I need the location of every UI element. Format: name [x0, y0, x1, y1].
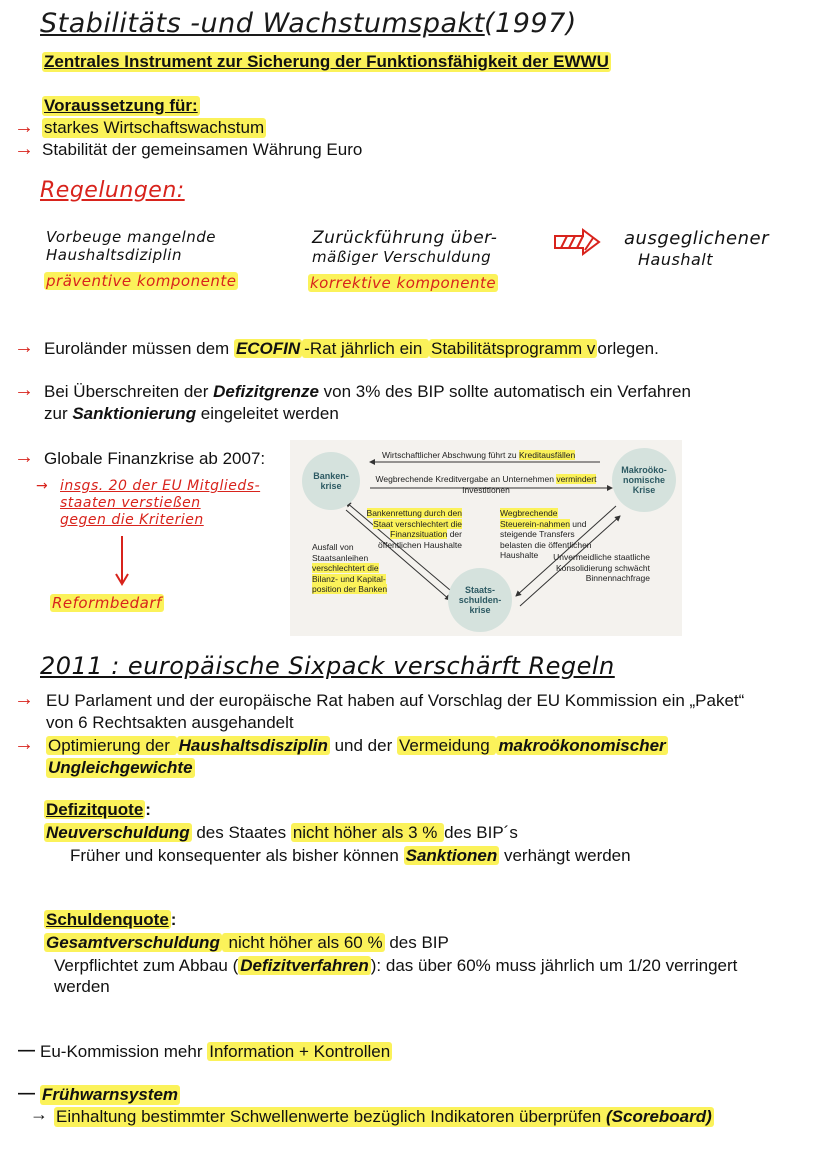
arrow-right-icon: →: [14, 379, 34, 401]
finanzkrise-note-line1: insgs. 20 der EU Mitglieds-: [60, 478, 261, 494]
regelung-mid-line1: Zurückführung über-: [312, 228, 498, 248]
regelung-mid-line2: mäßiger Verschuldung: [312, 248, 492, 266]
defizitquote-heading: Defizitquote :: [46, 800, 151, 819]
regelungen-heading: Regelungen:: [40, 178, 185, 203]
arrow-right-icon: →: [36, 478, 49, 494]
reformbedarf: Reformbedarf: [52, 594, 162, 612]
dash-icon: —: [18, 1040, 35, 1059]
finanzkrise-note-line2: staaten verstießen: [60, 495, 201, 511]
finanzkrise-diagram: [290, 440, 682, 636]
schuldenquote-line3: werden: [54, 977, 110, 996]
sixpack-heading: 2011 : europäische Sixpack verschärft Regeln: [40, 652, 615, 680]
diagram-kredit-label: Wegbrechende Kreditvergabe an Unternehmen vermindert Investitionen: [375, 474, 597, 495]
arrow-right-icon: →: [14, 446, 34, 468]
sixpack-item2-line2: Ungleichgewichte: [48, 758, 193, 777]
page-title: Stabilitäts -und Wachstumspakt: [40, 8, 485, 39]
regelung-right-line2: Haushalt: [638, 250, 713, 269]
fruehwarn-heading: Frühwarnsystem: [42, 1085, 179, 1104]
kommission-line: Eu-Kommission mehr Information + Kontrollen: [40, 1042, 391, 1061]
bankenkrise-circle: Banken- krise: [302, 452, 360, 510]
voraussetzung-item-2: Stabilität der gemeinsamen Währung Euro: [42, 140, 363, 159]
sixpack-item2-line1: Optimierung der Haushaltsdisziplin und der Vermeidung makroökonomischer: [48, 736, 666, 755]
schuldenquote-line1: Gesamtverschuldung nicht höher als 60 % des BIP: [46, 933, 449, 952]
arrow-right-icon: →: [14, 138, 34, 160]
sixpack-item1-line1: EU Parlament und der europäische Rat haben auf Vorschlag der EU Kommission ein „Paket“: [46, 691, 745, 710]
arrow-right-icon: →: [14, 116, 34, 138]
subtitle: Zentrales Instrument zur Sicherung der Funktionsfähigkeit der EWWU: [44, 52, 609, 71]
schuldenquote-heading: Schuldenquote :: [46, 910, 177, 929]
title-year: (1997): [484, 8, 577, 39]
arrow-right-icon: →: [14, 733, 34, 755]
arrow-right-icon: →: [14, 336, 34, 358]
defizitquote-line2: Früher und konsequenter als bisher können Sanktionen verhängt werden: [70, 846, 631, 865]
staatsschuldenkrise-circle: Staats- schulden- krise: [448, 568, 512, 632]
defizitquote-line1: Neuverschuldung des Staates nicht höher als 3 % des BIP´s: [46, 823, 518, 842]
ecofin-line: Euroländer müssen dem ECOFIN -Rat jährlich ein Stabilitätsprogramm v orlegen.: [44, 339, 659, 358]
arrow-down-icon: [112, 534, 132, 588]
defizitgrenze-line2: zur Sanktionierung eingeleitet werden: [44, 404, 339, 423]
regelung-left-line2: Haushaltsdiziplin: [46, 246, 182, 264]
diagram-steuer-label: Wegbrechende Steuerein-nahmen und steigende Transfers belasten die öffentlichen Haushalte: [500, 508, 592, 560]
fruehwarn-line: Einhaltung bestimmter Schwellenwerte bezüglich Indikatoren überprüfen (Scoreboard): [56, 1107, 712, 1126]
arrow-right-icon: →: [14, 688, 34, 710]
hatched-arrow-icon: [553, 228, 601, 256]
schuldenquote-line2: Verpflichtet zum Abbau ( Defizitverfahren ): das über 60% muss jährlich um 1/20 verringert: [54, 956, 738, 975]
makrooekonomische-krise-circle: Makroöko- nomische Krise: [612, 448, 676, 512]
voraussetzung-item-1: starkes Wirtschaftswachstum: [44, 118, 265, 137]
diagram-konsolidierung-label: Unvermeidliche staatliche Konsolidierung schwächt Binnennachfrage: [553, 552, 650, 583]
regelung-left-line1: Vorbeuge mangelnde: [46, 228, 216, 246]
praeventive-komponente: präventive komponente: [46, 272, 237, 290]
finanzkrise-heading: Globale Finanzkrise ab 2007:: [44, 449, 266, 468]
diagram-top-arrow-label: Wirtschaftlicher Abschwung führt zu Kreditausfällen: [382, 450, 576, 460]
voraussetzung-heading: Voraussetzung für:: [44, 96, 198, 115]
diagram-ausfall-label: Ausfall von Staatsanleihen verschlechtert die Bilanz- und Kapital-position der Banken: [312, 542, 388, 594]
arrow-right-icon: →: [30, 1104, 48, 1124]
sixpack-item1-line2: von 6 Rechtsakten ausgehandelt: [46, 713, 294, 732]
finanzkrise-note-line3: gegen die Kriterien: [60, 512, 204, 528]
korrektive-komponente: korrektive komponente: [310, 274, 497, 292]
diagram-bankenrettung-label: Bankenrettung durch den Staat verschlechtert die Finanzsituation der öffentlichen Haushalte: [366, 508, 462, 550]
defizitgrenze-line1: Bei Überschreiten der Defizitgrenze von 3% des BIP sollte automatisch ein Verfahren: [44, 382, 691, 401]
regelung-right-line1: ausgeglichener: [624, 228, 770, 249]
dash-icon: —: [18, 1083, 35, 1102]
